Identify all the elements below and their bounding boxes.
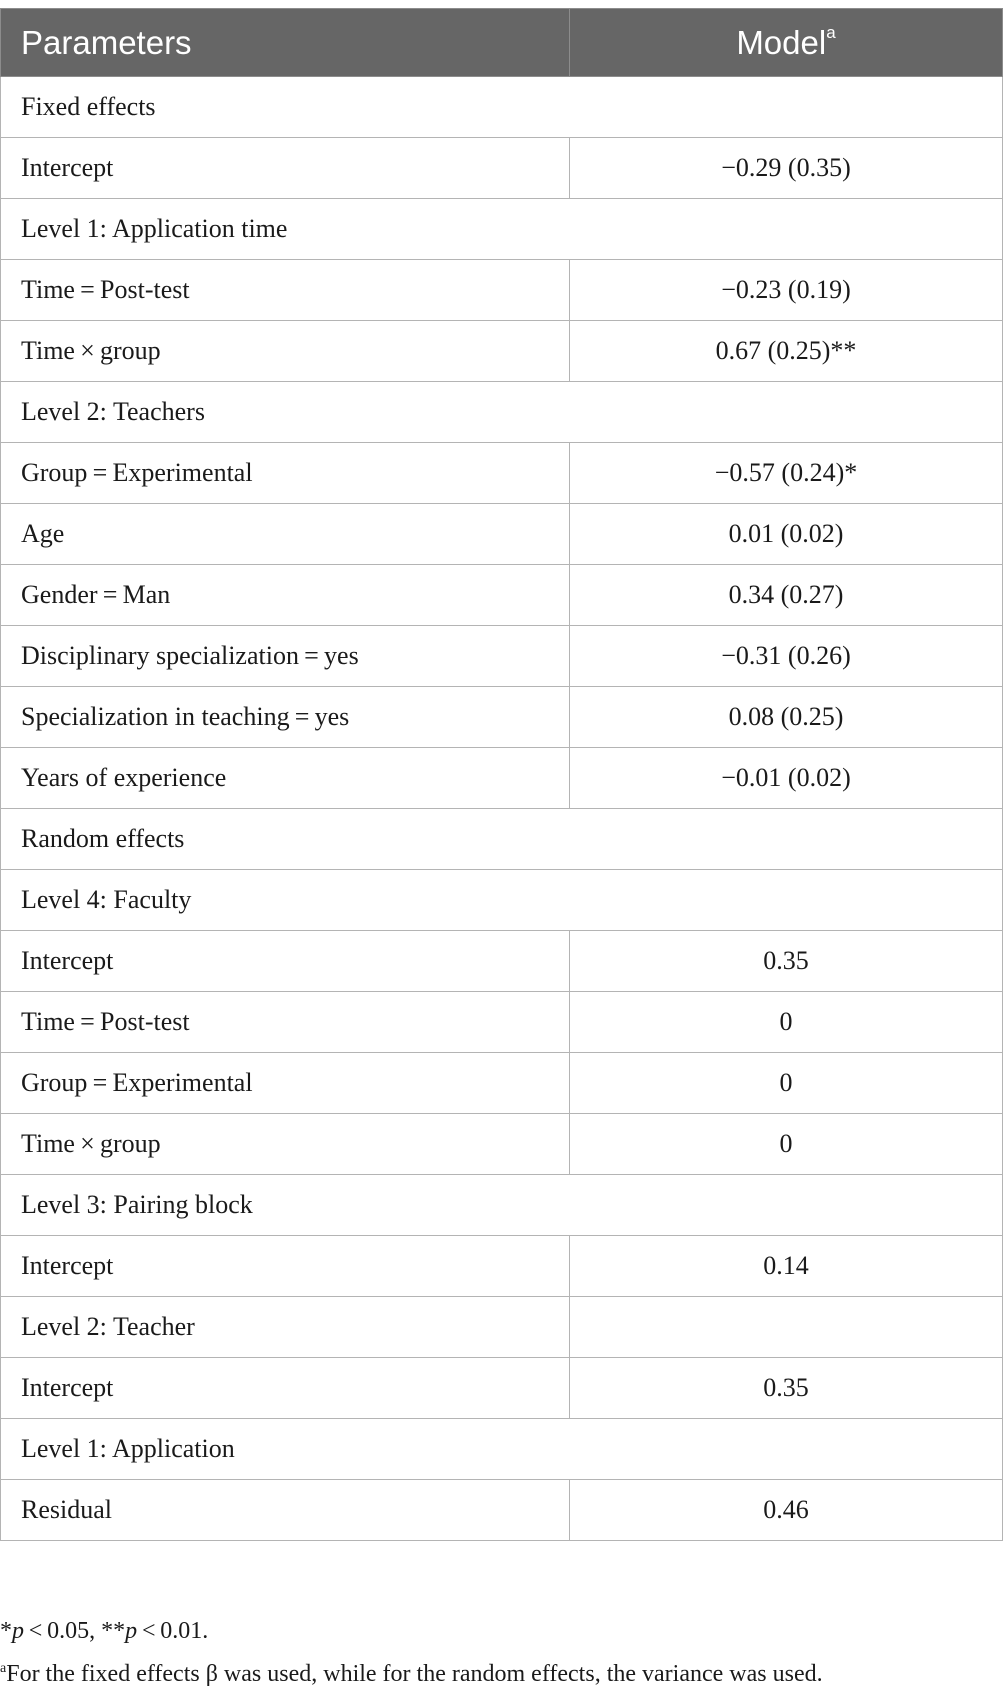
parameter-cell: Time = Post-test [1,992,570,1053]
model-value-cell: 0.34 (0.27) [570,565,1003,626]
table-row [1,260,1003,321]
model-value-cell: −0.01 (0.02) [570,748,1003,809]
table-row [1,321,1003,382]
parameter-cell: Time × group [1,1114,570,1175]
table-body [1,77,1003,1541]
table-row [1,626,1003,687]
model-value-cell: 0.35 [570,931,1003,992]
parameter-cell: Level 4: Faculty [1,870,1003,931]
parameter-cell: Level 1: Application [1,1419,1003,1480]
model-value-cell: 0.14 [570,1236,1003,1297]
table-row [1,1358,1003,1419]
header-model-footnote-marker: a [826,22,836,42]
model-value-cell: 0.01 (0.02) [570,504,1003,565]
table-row [1,748,1003,809]
model-value-cell [570,1297,1003,1358]
table-row [1,443,1003,504]
parameter-cell: Years of experience [1,748,570,809]
table-row [1,992,1003,1053]
parameter-cell: Time × group [1,321,570,382]
sig-2-star: ** [101,1618,126,1644]
table-container [0,8,1003,1541]
model-value-cell: −0.57 (0.24)* [570,443,1003,504]
sig-1-p: p [12,1618,24,1644]
header-model [570,9,1003,77]
table-section-row [1,809,1003,870]
table-row [1,565,1003,626]
table-section-row [1,77,1003,138]
header-model-label: Model [736,23,827,61]
sig-1-rest: < 0.05, [24,1618,102,1644]
parameter-cell: Residual [1,1480,570,1541]
header-parameters [1,9,570,77]
parameter-cell: Time = Post-test [1,260,570,321]
significance-note [0,1612,1003,1650]
parameter-cell: Level 3: Pairing block [1,1175,1003,1236]
table-row [1,687,1003,748]
table-row [1,1480,1003,1541]
table-row [1,1297,1003,1358]
table-row [1,1114,1003,1175]
table-section-row [1,870,1003,931]
parameter-cell: Intercept [1,1358,570,1419]
table-row [1,138,1003,199]
model-value-cell: 0.67 (0.25)** [570,321,1003,382]
model-value-cell: 0.35 [570,1358,1003,1419]
sig-1-star: * [0,1618,12,1644]
parameter-cell: Level 2: Teacher [1,1297,570,1358]
table-section-row [1,199,1003,260]
model-value-cell: 0 [570,1114,1003,1175]
header-parameters-label: Parameters [21,23,192,61]
table-row [1,1236,1003,1297]
table-row [1,1053,1003,1114]
table-section-row [1,1175,1003,1236]
model-note-marker: a [0,1661,7,1676]
model-value-cell: −0.23 (0.19) [570,260,1003,321]
parameter-cell: Fixed effects [1,77,1003,138]
table-section-row [1,382,1003,443]
parameter-cell: Level 2: Teachers [1,382,1003,443]
parameter-cell: Intercept [1,1236,570,1297]
parameter-cell: Age [1,504,570,565]
table-row [1,931,1003,992]
model-note-text: For the fixed effects β was used, while for the random effects, the variance was used. [6,1661,823,1687]
parameter-cell: Specialization in teaching = yes [1,687,570,748]
model-note [0,1650,1003,1688]
model-value-cell: −0.29 (0.35) [570,138,1003,199]
model-value-cell: 0.46 [570,1480,1003,1541]
header-row [1,9,1003,77]
table-footnotes [0,1612,1003,1688]
table-row [1,504,1003,565]
parameter-cell: Group = Experimental [1,1053,570,1114]
parameter-cell: Group = Experimental [1,443,570,504]
results-table [0,8,1003,1541]
model-value-cell: 0 [570,992,1003,1053]
parameter-cell: Disciplinary specialization = yes [1,626,570,687]
sig-2-p: p [125,1618,138,1644]
parameter-cell: Intercept [1,138,570,199]
parameter-cell: Gender = Man [1,565,570,626]
model-value-cell: 0.08 (0.25) [570,687,1003,748]
table-section-row [1,1419,1003,1480]
parameter-cell: Random effects [1,809,1003,870]
model-value-cell: −0.31 (0.26) [570,626,1003,687]
parameter-cell: Intercept [1,931,570,992]
parameter-cell: Level 1: Application time [1,199,1003,260]
sig-2-rest: < 0.01. [137,1618,209,1644]
model-value-cell: 0 [570,1053,1003,1114]
